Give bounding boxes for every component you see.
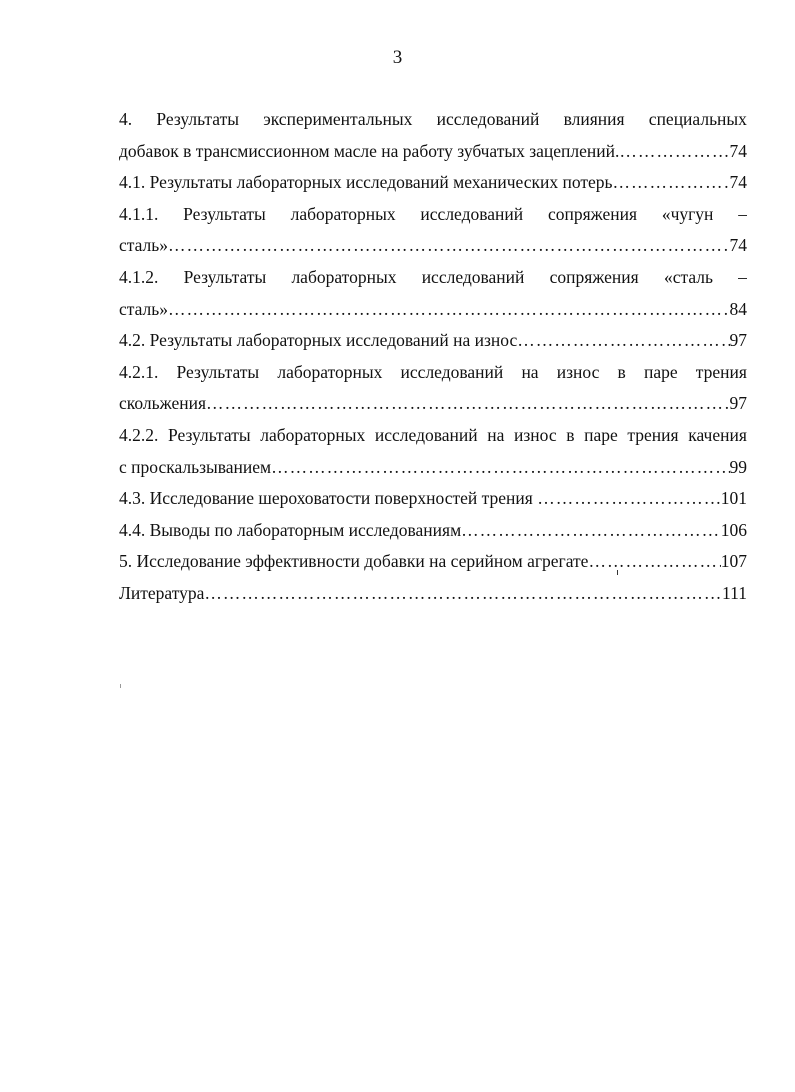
toc-word: на xyxy=(487,424,505,445)
toc-entry-text: 4.4. Выводы по лабораторным исследованиям xyxy=(119,519,462,540)
toc-page-number: 111 xyxy=(722,582,747,603)
toc-word: «чугун xyxy=(661,203,714,224)
leader-dots xyxy=(537,483,721,515)
leader-dots xyxy=(168,230,729,262)
toc-entry-text: 4.1. Результаты лабораторных исследований механических потерь xyxy=(119,172,613,193)
toc-word: лабораторных xyxy=(260,424,366,445)
toc-entry-4-1 xyxy=(119,167,747,199)
toc-entry-4-1-2-line-1 xyxy=(119,262,747,294)
toc-word: исследований xyxy=(400,361,504,382)
toc-word: исследований xyxy=(436,109,540,129)
toc-page-number: 99 xyxy=(729,456,747,477)
toc-entry-4-1-1-line-1 xyxy=(119,199,747,231)
toc-page-number: 74 xyxy=(729,235,747,256)
leader-dots xyxy=(461,515,721,547)
toc-page-number: 101 xyxy=(720,488,747,509)
toc-page-number: 84 xyxy=(729,298,747,319)
toc-page-number: 97 xyxy=(729,330,747,351)
page-number: 3 xyxy=(392,47,403,68)
toc-entry-4-3 xyxy=(119,483,747,515)
toc-word: 4.1.2. xyxy=(119,266,159,287)
toc-word: износ xyxy=(556,361,600,382)
toc-entry-4-2 xyxy=(119,325,747,357)
toc-word: лабораторных xyxy=(290,203,396,224)
toc-entry-literature xyxy=(119,578,747,610)
toc-word: трения xyxy=(695,361,747,382)
leader-dots xyxy=(204,578,722,610)
toc-entry-4-2-2-line-1 xyxy=(119,420,747,452)
toc-word: на xyxy=(521,361,539,382)
toc-word: 4.1.1. xyxy=(119,203,159,224)
toc-word: лабораторных xyxy=(291,266,397,287)
toc-word: 4.2.1. xyxy=(119,361,159,382)
toc-word: экспериментальных xyxy=(263,109,413,129)
toc-word: 4. xyxy=(119,109,133,129)
toc-word: лабораторных xyxy=(277,361,383,382)
toc-entry-text: сталь» xyxy=(119,298,169,319)
toc-entry-4-1-2-line-2 xyxy=(119,294,747,326)
scan-artifact-mark xyxy=(617,570,618,575)
toc-entry-text: Литература xyxy=(119,582,205,603)
scan-artifact-speck xyxy=(120,684,121,688)
toc-page-number: 74 xyxy=(729,172,747,193)
toc-word: Результаты xyxy=(183,203,266,224)
leader-dots xyxy=(206,388,729,420)
toc-word: Результаты xyxy=(176,361,260,382)
toc-entry-text: сталь» xyxy=(119,235,169,256)
toc-word: Результаты xyxy=(168,424,251,445)
toc-word: паре xyxy=(643,361,678,382)
leader-dots xyxy=(613,167,730,199)
toc-word: Результаты xyxy=(183,266,267,287)
toc-word: сопряжения xyxy=(547,203,638,224)
toc-word: исследований xyxy=(374,424,478,445)
leader-dots xyxy=(168,294,729,326)
toc-word: в xyxy=(566,424,575,445)
toc-page-number: 106 xyxy=(720,519,747,540)
leader-dots xyxy=(619,136,729,168)
table-of-contents xyxy=(119,104,747,610)
toc-entry-text: 5. Исследование эффективности добавки на серийном агрегате xyxy=(119,551,589,572)
toc-entry-4-2-2-line-2 xyxy=(119,452,747,484)
toc-page-number: 74 xyxy=(729,140,747,161)
toc-word: качения xyxy=(688,424,747,445)
leader-dots xyxy=(517,325,729,357)
toc-page-number: 97 xyxy=(729,393,747,414)
toc-entry-text: скольжения xyxy=(119,393,207,414)
toc-word: 4.2.2. xyxy=(119,424,159,445)
toc-word: «сталь xyxy=(663,266,713,287)
toc-word: в xyxy=(617,361,626,382)
toc-entry-4-2-1-line-1 xyxy=(119,357,747,389)
toc-entry-text: 4.2. Результаты лабораторных исследований на износ xyxy=(119,330,518,351)
toc-word: – xyxy=(738,266,747,287)
toc-word: влияния xyxy=(563,109,625,129)
toc-entry-text: с проскальзыванием xyxy=(119,456,272,477)
toc-word: специальных xyxy=(648,109,747,129)
toc-word: паре xyxy=(584,424,618,445)
toc-entry-5 xyxy=(119,546,747,578)
toc-word: исследований xyxy=(420,203,524,224)
toc-word: – xyxy=(738,203,747,224)
leader-dots xyxy=(271,452,729,484)
toc-entry-4-line-1 xyxy=(119,104,747,136)
toc-entry-text: 4.3. Исследование шероховатости поверхностей трения xyxy=(119,488,538,509)
toc-entry-4-line-2 xyxy=(119,136,747,168)
toc-word: сопряжения xyxy=(549,266,639,287)
toc-entry-4-4 xyxy=(119,515,747,547)
toc-entry-text: добавок в трансмиссионном масле на работу зубчатых зацеплений. xyxy=(119,140,620,161)
toc-word: трения xyxy=(627,424,679,445)
toc-word: Результаты xyxy=(156,109,239,129)
toc-entry-4-2-1-line-2 xyxy=(119,388,747,420)
toc-entry-4-1-1-line-2 xyxy=(119,230,747,262)
toc-word: износ xyxy=(514,424,557,445)
toc-word: исследований xyxy=(421,266,525,287)
leader-dots xyxy=(588,546,720,578)
toc-page-number: 107 xyxy=(720,551,747,572)
